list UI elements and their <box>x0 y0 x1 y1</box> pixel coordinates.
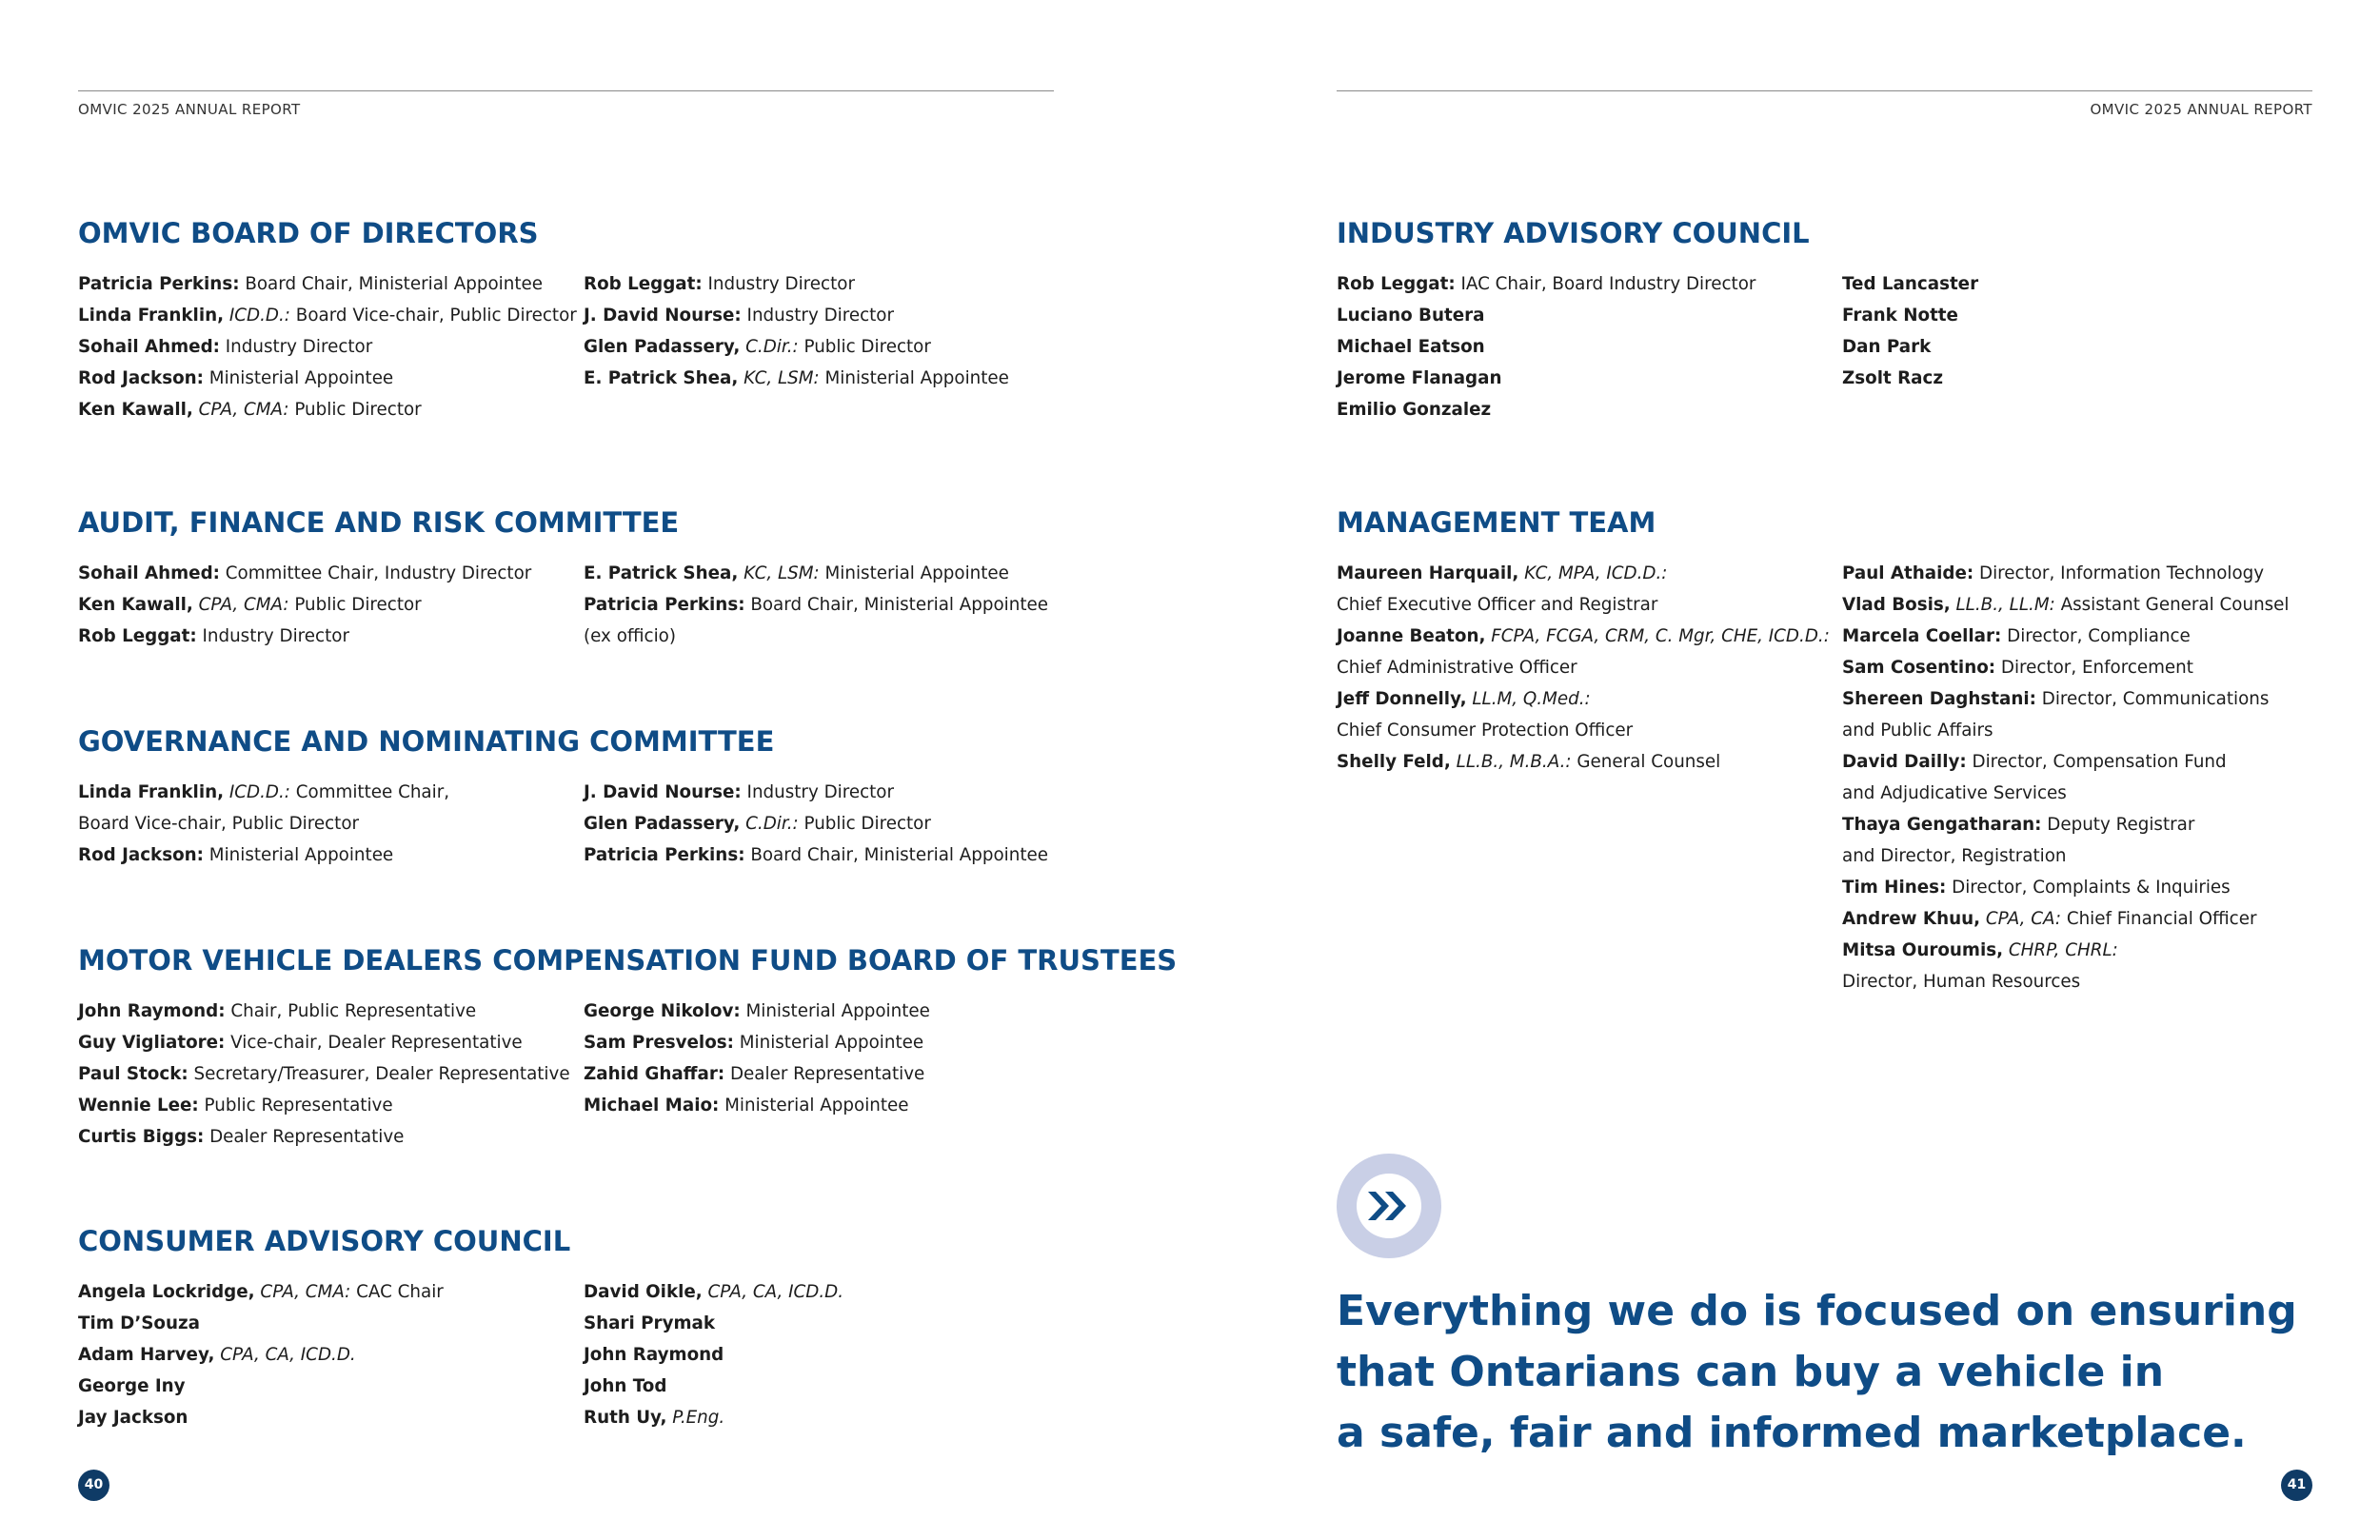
section-title: CONSUMER ADVISORY COUNCIL <box>78 1225 571 1257</box>
section-audit <box>78 506 1049 646</box>
list-item <box>584 1027 930 1058</box>
person-name: Glen Padassery, <box>584 337 741 357</box>
person-name: John Raymond: <box>78 1001 226 1021</box>
role-text: Committee Chair, <box>289 782 450 802</box>
role-text: and Adjudicative Services <box>1842 783 2067 803</box>
role-text: Public Representative <box>198 1096 393 1116</box>
list-item <box>1337 715 1830 746</box>
role-text: Industry Director <box>702 274 855 294</box>
role-text: Secretary/Treasurer, Dealer Representative <box>188 1064 570 1084</box>
person-name: Shereen Daghstani: <box>1842 689 2036 709</box>
header-title: OMVIC 2025 ANNUAL REPORT <box>78 101 301 118</box>
role-text: Committee Chair, Industry Director <box>219 563 532 583</box>
list-item <box>78 1090 570 1121</box>
credentials: CPA, CMA: <box>192 400 289 420</box>
person-name: Tim D’Souza <box>78 1313 200 1333</box>
list-item <box>78 808 449 839</box>
list-item <box>1842 300 1978 331</box>
person-name: Patricia Perkins: <box>78 274 240 294</box>
list-item <box>584 777 1048 808</box>
role-text: Board Chair, Ministerial Appointee <box>744 845 1049 865</box>
person-name: Sam Presvelos: <box>584 1033 734 1053</box>
person-name: Emilio Gonzalez <box>1337 400 1492 420</box>
person-name: Rod Jackson: <box>78 368 204 388</box>
list-item <box>584 1090 930 1121</box>
role-text: Industry Director <box>219 337 373 357</box>
person-name: Ken Kawall, <box>78 400 193 420</box>
person-name: Rod Jackson: <box>78 845 204 865</box>
credentials: CPA, CMA: <box>192 595 289 615</box>
list-item <box>1842 652 2290 683</box>
role-text: CAC Chair <box>350 1282 444 1302</box>
person-name: Angela Lockridge, <box>78 1282 255 1302</box>
column-2 <box>584 558 1048 652</box>
person-name: Marcela Coellar: <box>1842 626 2002 646</box>
person-name: E. Patrick Shea, <box>584 563 739 583</box>
double-chevron-right-icon <box>1337 1154 1441 1258</box>
role-text: Ministerial Appointee <box>740 1001 930 1021</box>
person-name: Michael Eatson <box>1337 337 1485 357</box>
person-name: Shelly Feld, <box>1337 752 1451 772</box>
credentials: KC, MPA, ICD.D.: <box>1518 563 1668 583</box>
role-text: Board Vice-chair, Public Director <box>289 306 577 326</box>
person-name: Maureen Harquail, <box>1337 563 1519 583</box>
section-consumer-council <box>78 1225 844 1428</box>
person-name: Patricia Perkins: <box>584 845 745 865</box>
person-name: Zahid Ghaffar: <box>584 1064 725 1084</box>
role-text: Chief Administrative Officer <box>1337 658 1577 678</box>
person-name: Rob Leggat: <box>78 626 197 646</box>
person-name: Linda Franklin, <box>78 782 225 802</box>
role-text: Director, Complaints & Inquiries <box>1946 878 2231 898</box>
credentials: CPA, CA, ICD.D. <box>702 1282 844 1302</box>
list-item <box>1842 809 2290 840</box>
role-text: Board Vice-chair, Public Director <box>78 814 360 834</box>
list-item <box>78 1371 444 1402</box>
list-item <box>78 839 449 871</box>
person-name: Mitsa Ouroumis, <box>1842 940 2004 960</box>
list-item <box>1337 746 1830 778</box>
role-text: Chief Executive Officer and Registrar <box>1337 595 1658 615</box>
list-item <box>1337 300 1755 331</box>
header-title: OMVIC 2025 ANNUAL REPORT <box>2090 101 2312 118</box>
list-item <box>1337 394 1755 425</box>
person-name: Paul Stock: <box>78 1064 188 1084</box>
role-text: Public Director <box>798 814 931 834</box>
quote-line: a safe, fair and informed marketplace. <box>1337 1409 2247 1457</box>
list-item <box>1842 966 2290 997</box>
list-item <box>584 621 1048 652</box>
role-text: General Counsel <box>1571 752 1721 772</box>
list-item <box>1842 363 1978 394</box>
list-item <box>584 331 1009 363</box>
person-name: David Dailly: <box>1842 752 1967 772</box>
section-governance <box>78 725 1049 865</box>
person-name: Wennie Lee: <box>78 1096 199 1116</box>
role-text: Public Director <box>798 337 931 357</box>
person-name: Jay Jackson <box>78 1408 188 1428</box>
list-item <box>78 363 577 394</box>
role-text: Director, Information Technology <box>1973 563 2265 583</box>
list-item <box>78 331 577 363</box>
page-number: 41 <box>2281 1470 2312 1501</box>
person-name: Andrew Khuu, <box>1842 909 1981 929</box>
list-item <box>584 363 1009 394</box>
column-2 <box>1842 558 2290 997</box>
role-text: Director, Compliance <box>2001 626 2191 646</box>
person-name: E. Patrick Shea, <box>584 368 739 388</box>
role-text: Deputy Registrar <box>2041 815 2195 835</box>
list-item <box>78 621 531 652</box>
credentials: KC, LSM: <box>738 563 820 583</box>
section-compensation-fund <box>78 944 1178 1147</box>
credentials: CHRP, CHRL: <box>2003 940 2118 960</box>
list-item <box>78 268 577 300</box>
list-item <box>1842 715 2290 746</box>
list-item <box>1337 363 1755 394</box>
role-text: Director, Communications <box>2035 689 2270 709</box>
list-item <box>78 777 449 808</box>
list-item <box>1842 589 2290 621</box>
person-name: John Raymond <box>584 1345 724 1365</box>
list-item <box>584 1402 843 1433</box>
role-text: and Public Affairs <box>1842 721 1993 740</box>
column-2 <box>1842 268 1978 394</box>
list-item <box>78 996 570 1027</box>
list-item <box>78 1402 444 1433</box>
column-1 <box>78 777 449 871</box>
credentials: CPA, CA, ICD.D. <box>214 1345 356 1365</box>
list-item <box>78 1027 570 1058</box>
person-name: Adam Harvey, <box>78 1345 215 1365</box>
person-name: Frank Notte <box>1842 306 1958 326</box>
person-name: Jerome Flanagan <box>1337 368 1502 388</box>
list-item <box>1337 268 1755 300</box>
role-text: Chair, Public Representative <box>225 1001 477 1021</box>
role-text: Industry Director <box>741 782 895 802</box>
list-item <box>584 558 1048 589</box>
person-name: Paul Athaide: <box>1842 563 1974 583</box>
list-item <box>584 808 1048 839</box>
person-name: Jeff Donnelly, <box>1337 689 1467 709</box>
role-text: Public Director <box>288 595 422 615</box>
list-item <box>1842 331 1978 363</box>
list-item <box>1842 268 1978 300</box>
person-name: Sam Cosentino: <box>1842 658 1996 678</box>
role-text: Ministerial Appointee <box>819 563 1009 583</box>
person-name: Rob Leggat: <box>584 274 703 294</box>
list-item <box>1842 935 2290 966</box>
role-text: Director, Human Resources <box>1842 972 2081 992</box>
section-board <box>78 217 1009 420</box>
credentials: ICD.D.: <box>224 306 290 326</box>
role-text: Board Chair, Ministerial Appointee <box>744 595 1049 615</box>
person-name: Linda Franklin, <box>78 306 225 326</box>
header-rule <box>1337 90 2312 91</box>
quote-line: that Ontarians can buy a vehicle in <box>1337 1348 2165 1396</box>
role-text: Ministerial Appointee <box>719 1096 909 1116</box>
role-text: Vice-chair, Dealer Representative <box>225 1033 523 1053</box>
person-name: Dan Park <box>1842 337 1932 357</box>
person-name: George Iny <box>78 1376 186 1396</box>
section-title: AUDIT, FINANCE AND RISK COMMITTEE <box>78 506 680 539</box>
role-text: Director, Compensation Fund <box>1966 752 2227 772</box>
list-item <box>584 268 1009 300</box>
role-text: and Director, Registration <box>1842 846 2067 866</box>
column-1 <box>78 1276 444 1433</box>
role-text: Director, Enforcement <box>1995 658 2193 678</box>
list-item <box>584 1276 843 1308</box>
column-2 <box>584 777 1048 871</box>
role-text: Board Chair, Ministerial Appointee <box>239 274 544 294</box>
list-item <box>584 589 1048 621</box>
section-title: INDUSTRY ADVISORY COUNCIL <box>1337 217 1810 249</box>
credentials: CPA, CMA: <box>254 1282 351 1302</box>
section-management-team <box>1337 506 2290 992</box>
person-name: Luciano Butera <box>1337 306 1485 326</box>
column-2 <box>584 268 1009 394</box>
credentials: LL.B., LL.M: <box>1950 595 2055 615</box>
role-text: Ministerial Appointee <box>204 368 394 388</box>
credentials: FCPA, FCGA, CRM, C. Mgr, CHE, ICD.D.: <box>1485 626 1830 646</box>
role-text: Chief Consumer Protection Officer <box>1337 721 1634 740</box>
person-name: J. David Nourse: <box>584 306 742 326</box>
list-item <box>1337 589 1830 621</box>
role-text: Ministerial Appointee <box>733 1033 924 1053</box>
role-text: Dealer Representative <box>724 1064 925 1084</box>
role-text: Chief Financial Officer <box>2061 909 2257 929</box>
person-name: Rob Leggat: <box>1337 274 1456 294</box>
credentials: KC, LSM: <box>738 368 820 388</box>
person-name: Ken Kawall, <box>78 595 193 615</box>
person-name: Michael Maio: <box>584 1096 720 1116</box>
list-item <box>1842 778 2290 809</box>
list-item <box>78 1308 444 1339</box>
person-name: Sohail Ahmed: <box>78 337 220 357</box>
person-name: Patricia Perkins: <box>584 595 745 615</box>
credentials: C.Dir.: <box>740 337 799 357</box>
list-item <box>584 1058 930 1090</box>
role-text: (ex officio) <box>584 626 676 646</box>
list-item <box>584 1308 843 1339</box>
role-text: Dealer Representative <box>204 1127 405 1147</box>
role-text: Ministerial Appointee <box>819 368 1009 388</box>
list-item <box>78 1121 570 1153</box>
list-item <box>78 394 577 425</box>
quote-line: Everything we do is focused on ensuring <box>1337 1287 2297 1335</box>
person-name: J. David Nourse: <box>584 782 742 802</box>
list-item <box>584 996 930 1027</box>
list-item <box>78 558 531 589</box>
list-item <box>1842 683 2290 715</box>
list-item <box>584 1371 843 1402</box>
list-item <box>78 300 577 331</box>
person-name: George Nikolov: <box>584 1001 741 1021</box>
list-item <box>584 1339 843 1371</box>
list-item <box>1337 652 1830 683</box>
person-name: Thaya Gengatharan: <box>1842 815 2042 835</box>
header-rule <box>78 90 1054 91</box>
page-right <box>1190 0 2380 1540</box>
list-item <box>1842 903 2290 935</box>
person-name: Glen Padassery, <box>584 814 741 834</box>
role-text: Ministerial Appointee <box>204 845 394 865</box>
list-item <box>1842 746 2290 778</box>
column-1 <box>1337 268 1755 425</box>
credentials: P.Eng. <box>666 1408 725 1428</box>
list-item <box>1842 872 2290 903</box>
section-title: MANAGEMENT TEAM <box>1337 506 1656 539</box>
credentials: LL.M, Q.Med.: <box>1466 689 1591 709</box>
credentials: C.Dir.: <box>740 814 799 834</box>
list-item <box>584 300 1009 331</box>
role-text: Public Director <box>288 400 422 420</box>
page-number: 40 <box>78 1470 109 1501</box>
person-name: Vlad Bosis, <box>1842 595 1951 615</box>
role-text: Industry Director <box>196 626 349 646</box>
person-name: Guy Vigliatore: <box>78 1033 226 1053</box>
list-item <box>1842 840 2290 872</box>
person-name: Tim Hines: <box>1842 878 1947 898</box>
person-name: Ruth Uy, <box>584 1408 667 1428</box>
list-item <box>78 1058 570 1090</box>
credentials: CPA, CA: <box>1980 909 2062 929</box>
person-name: Curtis Biggs: <box>78 1127 205 1147</box>
section-industry-council <box>1337 217 1979 420</box>
person-name: David Oikle, <box>584 1282 703 1302</box>
column-1 <box>78 268 577 425</box>
list-item <box>1337 331 1755 363</box>
section-title: GOVERNANCE AND NOMINATING COMMITTEE <box>78 725 775 758</box>
column-1 <box>78 996 570 1153</box>
credentials: LL.B., M.B.A.: <box>1450 752 1572 772</box>
list-item <box>78 1276 444 1308</box>
list-item <box>1337 621 1830 652</box>
role-text: Assistant General Counsel <box>2054 595 2290 615</box>
pull-quote <box>1337 1281 2297 1464</box>
column-2 <box>584 1276 843 1433</box>
person-name: Ted Lancaster <box>1842 274 1979 294</box>
list-item <box>1337 558 1830 589</box>
person-name: Joanne Beaton, <box>1337 626 1486 646</box>
section-title: OMVIC BOARD OF DIRECTORS <box>78 217 539 249</box>
column-2 <box>584 996 930 1121</box>
role-text: Industry Director <box>741 306 895 326</box>
list-item <box>78 1339 444 1371</box>
person-name: John Tod <box>584 1376 667 1396</box>
list-item <box>1337 683 1830 715</box>
role-text: IAC Chair, Board Industry Director <box>1455 274 1756 294</box>
list-item <box>78 589 531 621</box>
list-item <box>584 839 1048 871</box>
list-item <box>1842 558 2290 589</box>
credentials: ICD.D.: <box>224 782 290 802</box>
person-name: Sohail Ahmed: <box>78 563 220 583</box>
person-name: Shari Prymak <box>584 1313 716 1333</box>
list-item <box>1842 621 2290 652</box>
person-name: Zsolt Racz <box>1842 368 1943 388</box>
column-1 <box>1337 558 1830 778</box>
column-1 <box>78 558 531 652</box>
section-title: MOTOR VEHICLE DEALERS COMPENSATION FUND BOARD OF TRUSTEES <box>78 944 1178 977</box>
